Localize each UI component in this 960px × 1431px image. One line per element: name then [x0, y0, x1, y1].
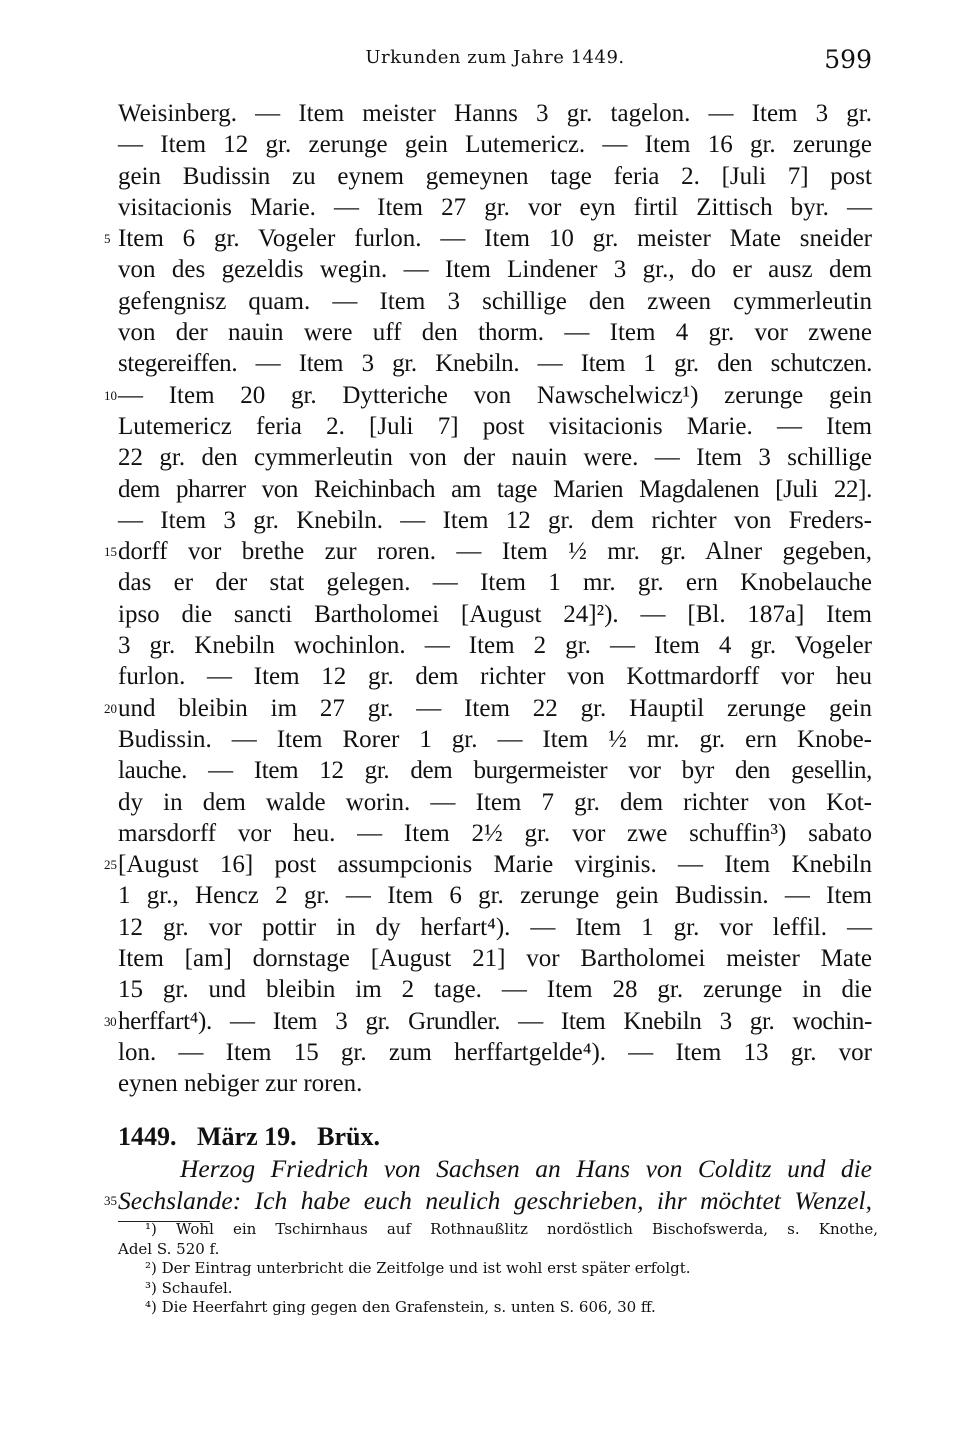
footnote: ³) Schaufel. — [145, 1278, 233, 1297]
text-line: dy in dem walde worin. — Item 7 gr. dem richter von Kot- — [118, 788, 872, 816]
text-line: gein Budissin zu eynem gemeynen tage feria 2. [Juli 7] post — [118, 162, 872, 190]
line-number: 25 — [104, 857, 117, 873]
text-line-wrap — [104, 536, 872, 567]
text-line: 3 gr. Knebiln wochinlon. — Item 2 gr. — Item 4 gr. Vogeler — [118, 632, 872, 660]
footnote: ⁴) Die Heerfahrt ging gegen den Grafenstein, s. unten S. 606, 30 ff. — [145, 1298, 656, 1316]
footnote: ¹) Wohl ein Tschirnhaus auf Rothnaußlitz nordöstlich Bischofswerda, s. Knothe, — [145, 1220, 878, 1238]
text-line: und bleibin im 27 gr. — Item 22 gr. Hauptil zerunge gein — [118, 694, 872, 722]
text-line: visitacionis Marie. — Item 27 gr. vor eyn firtil Zittisch byr. — — [118, 193, 872, 221]
text-line: 22 gr. den cymmerleutin von der nauin were. — Item 3 schillige — [118, 444, 872, 472]
text-line: — Item 3 gr. Knebiln. — Item 12 gr. dem richter von Freders- — [118, 506, 872, 534]
document-year: 1449. — [118, 1122, 177, 1151]
text-line: Budissin. — Item Rorer 1 gr. — Item ½ mr. gr. ern Knobe- — [118, 725, 872, 753]
text-line: gefengnisz quam. — Item 3 schillige den zween cymmerleutin — [118, 287, 872, 315]
line-number: 10 — [104, 387, 117, 403]
text-line-wrap — [104, 1006, 872, 1037]
text-line-wrap — [104, 849, 872, 880]
text-line: lauche. — Item 12 gr. dem burgermeister vor byr den gesellin, — [118, 757, 872, 785]
running-title: Urkunden zum Jahre 1449. — [365, 47, 625, 68]
line-number: 30 — [104, 1013, 117, 1029]
body-text — [104, 98, 872, 1100]
text-line: von des gezeldis wegin. — Item Lindener 3 gr., do er ausz dem — [118, 256, 872, 284]
text-line: dorff vor brethe zur roren. — Item ½ mr. gr. Alner gegeben, — [118, 538, 872, 566]
text-line: ipso die sancti Bartholomei [August 24]²). — [Bl. 187a] Item — [118, 600, 872, 628]
text-line: — Item 12 gr. zerunge gein Lutemericz. — Item 16 gr. zerunge — [118, 131, 872, 159]
text-line: [August 16] post assumpcionis Marie virginis. — Item Knebiln — [118, 851, 872, 879]
text-line: Lutemericz feria 2. [Juli 7] post visitacionis Marie. — Item — [118, 412, 872, 440]
document-place: Brüx. — [317, 1122, 380, 1151]
text-line: lon. — Item 15 gr. zum herffartgelde⁴). — Item 13 gr. vor — [118, 1038, 872, 1066]
text-line: 12 gr. vor pottir in dy herfart⁴). — Item 1 gr. vor leffil. — — [118, 913, 872, 941]
text-line: marsdorff vor heu. — Item 2½ gr. vor zwe schuffin³) sabato — [118, 819, 872, 847]
text-line-wrap — [104, 693, 872, 724]
text-line: stegereiffen. — Item 3 gr. Knebiln. — Item 1 gr. den schutczen. — [118, 350, 872, 378]
document-heading — [118, 1122, 394, 1152]
regest-line: Herzog Friedrich von Sachsen an Hans von Colditz und die — [180, 1154, 872, 1183]
footnote-continuation: Adel S. 520 f. — [118, 1239, 220, 1258]
text-line: Item 6 gr. Vogeler furlon. — Item 10 gr. meister Mate sneider — [118, 225, 872, 253]
text-line: eynen nebiger zur roren. — [118, 1070, 363, 1098]
text-line-wrap — [104, 1185, 872, 1217]
text-line-wrap — [104, 380, 872, 411]
footnote: ²) Der Eintrag unterbricht die Zeitfolge und ist wohl erst später erfolgt. — [145, 1259, 691, 1277]
text-line: das er der stat gelegen. — Item 1 mr. gr. ern Knobelauche — [118, 569, 872, 597]
text-line: Weisinberg. — Item meister Hanns 3 gr. tagelon. — Item 3 gr. — [118, 100, 872, 127]
line-number: 5 — [104, 231, 111, 247]
text-line: furlon. — Item 12 gr. dem richter von Kottmardorff vor heu — [118, 663, 872, 691]
page-header — [118, 45, 872, 81]
line-number: 35 — [104, 1192, 117, 1208]
regest — [104, 1153, 872, 1216]
regest-line: Sechslande: Ich habe euch neulich geschrieben, ihr möchtet Wenzel, — [118, 1185, 872, 1215]
text-line: 1 gr., Hencz 2 gr. — Item 6 gr. zerunge gein Budissin. — Item — [118, 882, 872, 910]
line-number: 15 — [104, 544, 117, 560]
text-line: Item [am] dornstage [August 21] vor Bartholomei meister Mate — [118, 945, 872, 973]
text-line: herffart⁴). — Item 3 gr. Grundler. — Item Knebiln 3 gr. wochin- — [118, 1007, 872, 1035]
text-line: von der nauin were uff den thorm. — Item 4 gr. vor zwene — [118, 319, 872, 347]
text-line-wrap — [104, 223, 872, 254]
line-number: 20 — [104, 700, 117, 716]
footnotes — [118, 1220, 878, 1318]
text-line: dem pharrer von Reichinbach am tage Marien Magdalenen [Juli 22]. — [118, 475, 872, 503]
page-number: 599 — [824, 45, 872, 74]
document-date: März 19. — [197, 1122, 297, 1151]
text-line: 15 gr. und bleibin im 2 tage. — Item 28 gr. zerunge in die — [118, 976, 872, 1004]
text-line: — Item 20 gr. Dytteriche von Nawschelwicz¹) zerunge gein — [118, 381, 872, 409]
